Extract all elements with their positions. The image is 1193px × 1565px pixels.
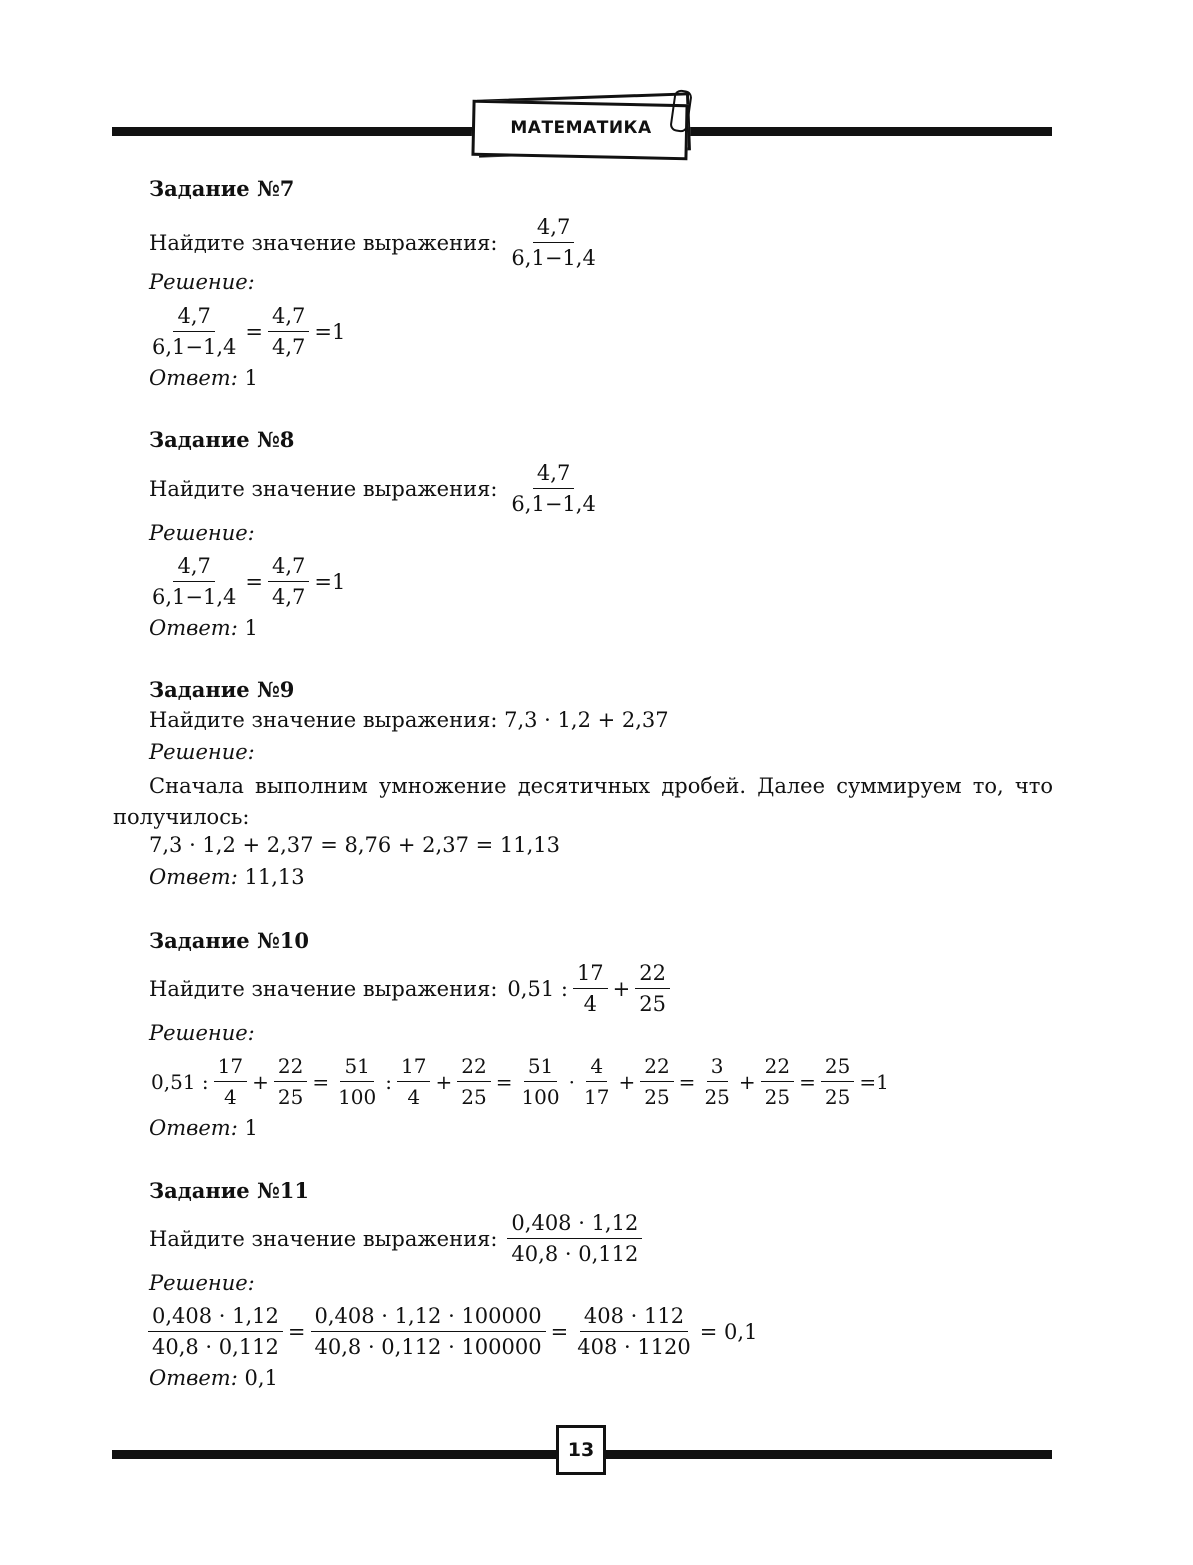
- task-title: Задание №7: [149, 176, 295, 201]
- fraction: $\frac{0,408 \cdot 1,12}{40,8 \cdot 0,112}$: [507, 1208, 642, 1269]
- header-rule-right: [688, 127, 1052, 136]
- fraction: $\frac{4}{17}$: [580, 1051, 613, 1112]
- task-title: Задание №11: [149, 1178, 310, 1203]
- fraction: $\frac{408 \cdot 112}{408 \cdot 1120}$: [573, 1301, 695, 1362]
- solution-label: Решение:: [149, 1271, 255, 1295]
- task-prompt: Найдите значение выражения: $\frac{4,7}{6,1-1,4}$: [149, 458, 603, 519]
- solution-label: Решение:: [149, 1021, 255, 1045]
- fraction: $\frac{0,408 \cdot 1,12}{40,8 \cdot 0,112}$: [148, 1301, 283, 1362]
- solution-steps: 0,51 : $\frac{17}{4}$ + $\frac{22}{25}$ = $\frac{51}{100}$ : $\frac{17}{4}$ + $\frac{22}{25}$ = $\frac{51}{100}$ · $\frac{4}{17}$ + $\frac{22}{25}$ = $\frac{3}{25}$ + $\frac{22}{25}$ = $\frac{25}{25}$ =1: [149, 1051, 891, 1112]
- answer-value: 11,13: [244, 865, 305, 889]
- fraction: $\frac{4,7}{6,1-1,4}$: [507, 458, 599, 519]
- fraction: $\frac{4,7}{4,7}$: [268, 301, 309, 362]
- page-number: 13: [556, 1425, 606, 1475]
- fraction: $\frac{22}{25}$: [635, 958, 670, 1019]
- task-prompt: Найдите значение выражения: 7,3 · 1,2 + 2,37: [149, 708, 669, 732]
- expression: 7,3 · 1,2 + 2,37: [504, 708, 669, 732]
- answer-line: Ответ: 11,13: [149, 865, 305, 889]
- footer-rule-left: [112, 1450, 558, 1459]
- fraction: $\frac{17}{4}$: [397, 1051, 430, 1112]
- answer-line: Ответ: 1: [149, 616, 258, 640]
- fraction: $\frac{4,7}{6,1-1,4}$: [148, 301, 240, 362]
- task-title: Задание №8: [149, 427, 295, 452]
- solution-explanation: Сначала выполним умножение десятичных дробей. Далее суммируем то, что получилось:: [113, 774, 1053, 829]
- fraction: $\frac{22}{25}$: [457, 1051, 490, 1112]
- fraction: $\frac{51}{100}$: [517, 1051, 563, 1112]
- answer-value: 1: [244, 1116, 258, 1140]
- footer-rule-right: [604, 1450, 1052, 1459]
- answer-value: 1: [244, 366, 258, 390]
- task-prompt: Найдите значение выражения: $\frac{4,7}{6,1-1,4}$: [149, 212, 603, 273]
- answer-line: Ответ: 0,1: [149, 1366, 278, 1390]
- header-badge: [472, 100, 690, 155]
- fraction: $\frac{4,7}{6,1-1,4}$: [507, 212, 599, 273]
- answer-line: Ответ: 1: [149, 366, 258, 390]
- fraction: $\frac{4,7}{6,1-1,4}$: [148, 551, 240, 612]
- task-title: Задание №10: [149, 928, 310, 953]
- solution-steps: $\frac{0,408 \cdot 1,12}{40,8 \cdot 0,112}$ = $\frac{0,408 \cdot 1,12 \cdot 100000}{40,8 \cdot 0,112 \cdot 100000}$ = $\frac{408 \cdot 112}{408 \cdot 1120}$ = 0,1: [145, 1301, 759, 1362]
- solution-steps: $\frac{4,7}{6,1-1,4}$ = $\frac{4,7}{4,7}$ =1: [145, 301, 347, 362]
- fraction: $\frac{4,7}{4,7}$: [268, 551, 309, 612]
- fraction: $\frac{25}{25}$: [821, 1051, 854, 1112]
- solution-label: Решение:: [149, 270, 255, 294]
- section-title: МАТЕМАТИКА: [510, 117, 652, 138]
- fraction: $\frac{51}{100}$: [334, 1051, 380, 1112]
- fraction: $\frac{17}{4}$: [214, 1051, 247, 1112]
- answer-value: 0,1: [244, 1366, 278, 1390]
- calculation: 7,3 · 1,2 + 2,37 = 8,76 + 2,37 = 11,13: [149, 833, 560, 857]
- fraction: $\frac{22}{25}$: [274, 1051, 307, 1112]
- fraction: $\frac{22}{25}$: [640, 1051, 673, 1112]
- solution-label: Решение:: [149, 521, 255, 545]
- solution-label: Решение:: [149, 740, 255, 764]
- fraction: $\frac{0,408 \cdot 1,12 \cdot 100000}{40,8 \cdot 0,112 \cdot 100000}$: [311, 1301, 546, 1362]
- solution-steps: $\frac{4,7}{6,1-1,4}$ = $\frac{4,7}{4,7}$ =1: [145, 551, 347, 612]
- fraction: $\frac{22}{25}$: [761, 1051, 794, 1112]
- answer-value: 1: [244, 616, 258, 640]
- header-rule-left: [112, 127, 474, 136]
- answer-line: Ответ: 1: [149, 1116, 258, 1140]
- task-prompt: Найдите значение выражения: $\frac{0,408 \cdot 1,12}{40,8 \cdot 0,112}$: [149, 1208, 645, 1269]
- fraction: $\frac{3}{25}$: [700, 1051, 733, 1112]
- task-prompt: Найдите значение выражения: 0,51 : $\frac{17}{4}$ + $\frac{22}{25}$: [149, 958, 673, 1019]
- fraction: $\frac{17}{4}$: [573, 958, 608, 1019]
- task-title: Задание №9: [149, 677, 295, 702]
